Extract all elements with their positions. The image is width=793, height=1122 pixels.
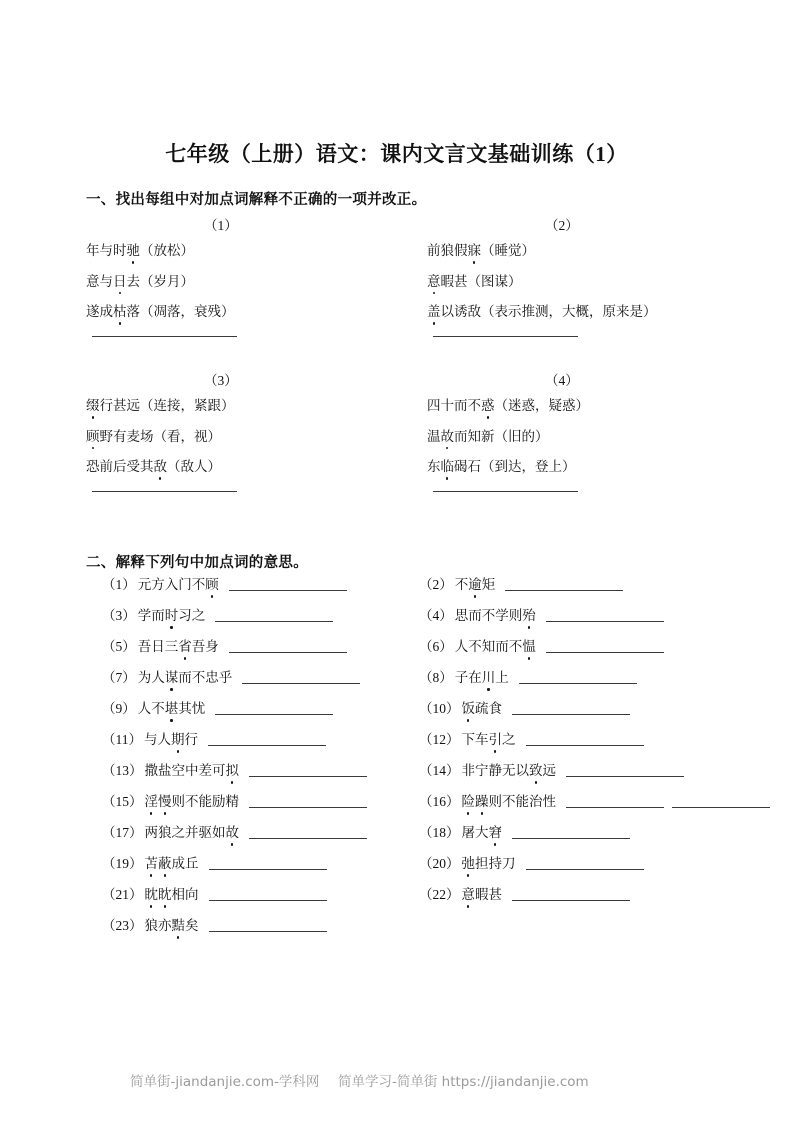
exercise-number: （6） [419,639,453,654]
group-option-line [427,430,757,444]
answer-blank-line[interactable] [229,652,347,653]
exercise-item [102,609,333,623]
section-2-heading: 二、解释下列句中加点词的意思。 [86,555,308,571]
dotted-character: 临 [440,459,454,474]
dotted-character: 险 [461,794,475,809]
dotted-character: 殆 [522,608,536,623]
exercise-item [102,857,327,871]
exercise-number: （10） [419,701,460,716]
dotted-character: 盖 [427,304,441,319]
exercise-phrase [145,857,199,871]
dotted-character: 顾 [205,577,219,592]
exercise-number: （7） [102,670,136,685]
dotted-character: 缀 [86,398,100,413]
phrase-suffix: 相向 [171,887,199,902]
exercise-number: （18） [419,825,460,840]
phrase-suffix: 则不能励精 [171,794,239,809]
exercise-phrase [138,640,219,654]
exercise-phrase [462,857,516,871]
exercise-number: （20） [419,856,460,871]
exercise-item [102,764,367,778]
phrase-prefix: 学而 [137,608,165,623]
exercise-phrase [462,764,557,778]
group-label: （3） [204,373,238,388]
footer-watermark-secondary: 简单学习-简单街 https://jiandanjie.com [338,1074,589,1090]
phrase-prefix: 狼亦 [144,918,172,933]
phrase-suffix: 吾身 [191,639,219,654]
group-option-line [86,244,416,258]
dotted-character: 慢 [158,794,172,809]
exercise-row [86,578,726,609]
dotted-character: 惑 [481,398,495,413]
phrase-suffix: 行甚远（连接，紧跟） [99,398,235,413]
exercise-phrase [145,826,240,840]
phrase-suffix: 落（凋落，衰残） [126,304,235,319]
group-option-line [86,460,416,474]
dotted-character: 蔽 [158,856,172,871]
exercise-item [419,578,623,592]
exercise-phrase [462,888,503,902]
dotted-character: 堪 [164,701,179,716]
exercise-item [419,733,644,747]
phrase-prefix: 撒盐空中差可 [144,763,226,778]
phrase-suffix: 暇甚 [475,887,502,902]
exercise-number: （16） [419,794,460,809]
exercise-item [419,671,637,685]
phrase-prefix: 前狼假 [427,243,468,258]
answer-blank-line[interactable] [215,621,333,622]
exercise-phrase [462,702,503,716]
phrase-suffix: 而不忠乎 [178,670,233,685]
dotted-character: 眈 [144,887,158,902]
exercise-item [102,733,326,747]
group-option-line [427,275,757,289]
group-label: （2） [545,218,579,233]
answer-blank-line[interactable] [249,838,367,839]
exercise-phrase [144,733,198,747]
exercise-number: （21） [102,887,143,902]
phrase-prefix: 元方入门不 [137,577,206,592]
answer-blank-line[interactable] [249,776,367,777]
exercise-item [419,795,770,809]
phrase-prefix: 年与时 [86,243,127,258]
phrase-suffix: （迷惑，疑惑） [494,398,589,413]
phrase-prefix: 子在 [454,670,482,685]
phrase-prefix: 与人 [144,732,171,747]
answer-blank-line[interactable] [242,683,360,684]
dotted-character: 逾 [468,577,482,592]
exercise-row [86,609,726,640]
dotted-character: 故 [440,428,454,444]
exercise-number: （3） [102,608,136,623]
group-option-line [86,305,416,319]
answer-blank-line[interactable] [215,714,333,715]
exercise-row [86,888,726,919]
phrase-suffix: 碣石（到达，登上） [454,459,576,474]
exercise-number: （15） [102,794,143,809]
question-group [427,369,757,492]
group-option-line [427,305,757,319]
phrase-prefix: 不 [454,577,469,592]
exercise-item [102,578,347,592]
exercise-phrase [455,609,536,623]
footer-watermark-primary: 简单街-jiandanjie.com-学科网 [130,1074,320,1090]
dotted-character: 期 [171,732,185,747]
section-1-heading: 一、找出每组中对加点词解释不正确的一项并改正。 [86,192,427,208]
dotted-character: 川 [481,670,496,685]
answer-blank-line[interactable] [512,714,630,715]
exercise-phrase [138,702,206,716]
exercise-number: （4） [419,608,453,623]
phrase-prefix: 温 [427,428,441,444]
exercise-phrase [145,919,199,933]
exercise-number: （13） [102,763,143,778]
phrase-suffix: （敌人） [167,459,221,474]
exercise-phrase [455,640,536,654]
exercise-row [86,764,726,795]
answer-blank-line[interactable] [433,491,578,492]
dotted-character: 苫 [144,856,158,871]
answer-blank-line[interactable] [512,900,630,901]
answer-blank-line[interactable] [546,652,664,653]
phrase-suffix: （睡觉） [481,243,535,258]
exercise-row [86,640,726,671]
dotted-character: 引 [488,732,502,747]
phrase-suffix: 习之 [178,608,206,623]
exercise-item [102,671,360,685]
phrase-suffix: 其忧 [178,701,206,716]
answer-blank-line[interactable] [566,807,664,808]
exercise-item [102,826,367,840]
dotted-character: 敌 [153,459,167,474]
dotted-character: 致 [529,763,543,778]
dotted-character: 黠 [171,918,185,933]
answer-blank-line[interactable] [249,807,367,808]
dotted-character: 省 [178,639,192,654]
exercise-row [86,733,726,764]
dotted-character: 拟 [225,763,239,778]
dotted-character: 驰 [126,243,140,258]
group-option-line [86,275,416,289]
question-group [86,214,416,337]
exercise-item [102,640,347,654]
dotted-character: 饭 [461,701,475,716]
exercise-number: （9） [102,701,136,716]
phrase-prefix: 屠大 [461,825,489,840]
exercise-phrase [138,671,233,685]
exercise-item [102,702,333,716]
dotted-character: 谋 [164,670,179,685]
answer-blank-line[interactable] [433,336,578,337]
answer-blank-line[interactable] [526,745,644,746]
phrase-suffix: 去（岁月） [126,273,194,289]
exercise-item [419,857,644,871]
exercise-item [419,826,630,840]
dotted-character: 故 [225,825,239,840]
phrase-suffix: 之 [502,732,516,747]
phrase-suffix: 暇甚（图谋） [440,273,522,289]
phrase-prefix: 为人 [137,670,165,685]
exercise-phrase [145,888,199,902]
exercise-row [86,795,726,826]
question-group [427,214,757,337]
phrase-suffix: 疏食 [475,701,502,716]
answer-blank-line[interactable] [209,900,327,901]
dotted-character: 寐 [467,243,481,258]
answer-blank-line[interactable] [209,931,327,932]
exercise-number: （14） [419,763,460,778]
group-label: （4） [545,373,579,388]
exercise-number: （2） [419,577,453,592]
exercise-number: （23） [102,918,143,933]
exercise-row [86,702,726,733]
dotted-character: 眈 [158,887,172,902]
group-option-line [427,399,757,413]
phrase-prefix: 人不知而不 [454,639,523,654]
exercise-list [86,578,726,950]
exercise-number: （22） [419,887,460,902]
question-group [86,369,416,492]
phrase-prefix: 意与 [86,273,113,289]
phrase-suffix: 担持刀 [475,856,516,871]
phrase-prefix: 人不 [137,701,165,716]
answer-blank-line[interactable] [512,838,630,839]
phrase-suffix: 而知新（旧的） [454,428,549,444]
exercise-phrase [462,826,503,840]
phrase-prefix: 非宁静无以 [461,763,529,778]
dotted-character: 意 [461,887,475,902]
answer-blank-line[interactable] [519,683,637,684]
dotted-character: 淫 [144,794,158,809]
group-option-line [86,399,416,413]
exercise-item [102,795,367,809]
group-option-line [427,460,757,474]
phrase-suffix: 以诱敌（表示推测，大概，原来是） [440,304,657,319]
dotted-character: 弛 [461,856,475,871]
dotted-character: 日 [113,273,127,289]
exercise-number: （17） [102,825,143,840]
group-option-line [427,244,757,258]
exercise-number: （12） [419,732,460,747]
exercise-number: （11） [102,732,142,747]
exercise-row [86,919,726,950]
dotted-character: 顾 [86,428,100,444]
exercise-number: （8） [419,670,453,685]
exercise-row [86,857,726,888]
answer-blank-line[interactable] [209,869,327,870]
answer-blank-line[interactable] [92,336,237,337]
phrase-suffix: 远 [542,763,556,778]
exercise-phrase [455,671,509,685]
dotted-character: 意 [427,273,441,289]
phrase-suffix: 成丘 [171,856,199,871]
exercise-item [419,888,630,902]
exercise-item [419,702,630,716]
answer-blank-line[interactable] [505,590,623,591]
exercise-number: （1） [102,577,136,592]
phrase-prefix: 东 [427,459,441,474]
phrase-suffix: （放松） [140,243,194,258]
exercise-phrase [462,795,557,809]
exercise-row [86,826,726,857]
answer-blank-line[interactable] [208,745,326,746]
exercise-item [102,919,327,933]
dotted-character: 时 [164,608,179,623]
phrase-prefix: 恐前后受其 [86,459,154,474]
dotted-character: 枯 [113,304,127,319]
exercise-phrase [138,609,206,623]
phrase-suffix: 野有麦场（看，视） [99,428,221,444]
dotted-character: 愠 [522,639,536,654]
phrase-prefix: 吾日三 [137,639,179,654]
phrase-prefix: 四十而不 [427,398,481,413]
group-option-line [86,430,416,444]
answer-blank-line[interactable] [546,621,664,622]
exercise-item [419,640,664,654]
dotted-character: 躁 [475,794,489,809]
exercise-item [102,888,327,902]
phrase-prefix: 下车 [461,732,489,747]
group-label: （1） [204,218,238,233]
answer-blank-line[interactable] [672,807,770,808]
phrase-suffix: 矩 [481,577,496,592]
phrase-suffix: 矣 [185,918,199,933]
exercise-row [86,671,726,702]
exercise-phrase [145,764,240,778]
phrase-prefix: 思而不学则 [454,608,523,623]
exercise-phrase [455,578,496,592]
phrase-suffix: 上 [495,670,509,685]
answer-blank-line[interactable] [566,776,684,777]
phrase-prefix: 遂成 [86,304,113,319]
phrase-suffix: 则不能治性 [488,794,556,809]
phrase-suffix: 行 [184,732,198,747]
exercise-phrase [138,578,219,592]
exercise-number: （5） [102,639,136,654]
exercise-phrase [145,795,240,809]
answer-blank-line[interactable] [526,869,644,870]
phrase-prefix: 两狼之并驱如 [144,825,226,840]
answer-blank-line[interactable] [92,491,237,492]
exercise-number: （19） [102,856,143,871]
exercise-item [419,609,664,623]
exercise-phrase [462,733,516,747]
dotted-character: 窘 [488,825,502,840]
exercise-item [419,764,684,778]
answer-blank-line[interactable] [229,590,347,591]
page-title: 七年级（上册）语文：课内文言文基础训练（1） [165,142,628,166]
